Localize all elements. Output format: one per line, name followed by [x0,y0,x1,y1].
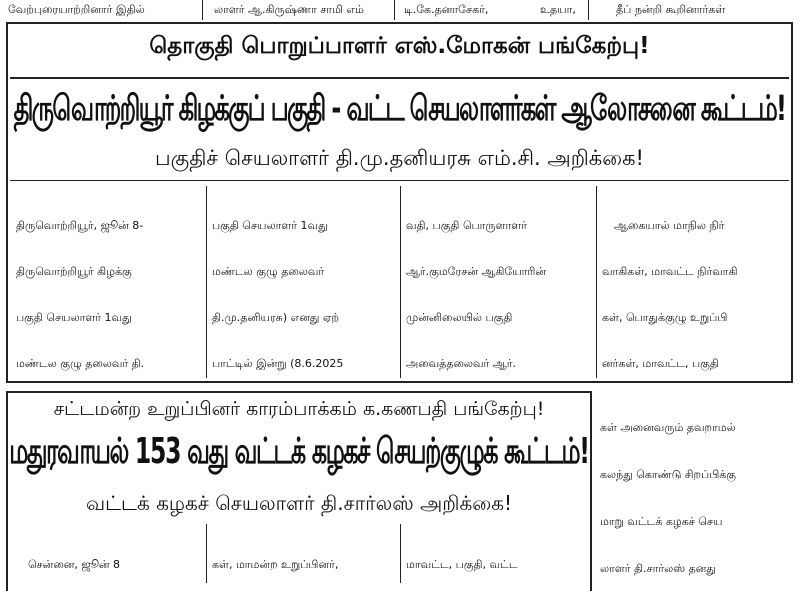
paragraph-line: வாகிகள், மாவட்ட நிர்வாகி [602,265,738,279]
paragraph-line: திருவொற்றியூர் கிழக்கு [16,265,132,279]
column-divider [202,0,203,20]
paragraph-line: லாளர் தி.சார்லஸ் தனது [600,561,716,575]
article2-column-2 [212,526,394,583]
article2-headline: மதுரவாயல் 153 வது வட்டக் கழகச் செயற்குழுக் கூட்டம்! [9,430,589,472]
strip-text-2: லாளர் ஆ.கிருஷ்ணா சாமி எம் [214,3,364,16]
paragraph-line: தி.மு.தனியரசு) எனது ஏற் [212,311,339,325]
paragraph-line: ஆர்.குமரேசன் ஆகியோரின் [406,265,546,279]
article2-column-1 [16,526,204,583]
article1-column-3 [406,187,590,377]
paragraph-line: சென்னை, ஜூன் 8 [28,557,121,571]
paragraph-line: பாட்டில் இன்று (8.6.2025 [212,357,344,371]
article2-column-3 [406,526,588,583]
paragraph-line: பகுதி செயலாளர் 1வது [16,311,132,325]
paragraph-line: மாறு வட்டக் கழகச் செய [600,514,723,528]
paragraph-line: முன்னிலையில் பகுதி [406,311,513,325]
article1-headline: திருவொற்றியூர் கிழக்குப் பகுதி - வட்ட செயலாளர்கள் ஆலோசனை கூட்டம்! [13,88,786,129]
paragraph-line: அவைத்தலைவர் ஆர். [406,357,516,371]
column-divider [394,0,395,20]
column-divider [206,186,207,378]
paragraph-line: னர்கள், மாவட்ட, பகுதி [602,357,719,371]
article2-kicker: சட்டமன்ற உறுப்பினர் காரம்பாக்கம் க.கணபதி பங்கேற்பு! [53,398,545,420]
article1-kicker: தொகுதி பொறுப்பாளர் எஸ்.மோகன் பங்கேற்பு! [149,33,650,59]
article2-side-column [600,389,794,583]
paragraph-line: கலந்து கொண்டு சிறப்பிக்கு [600,467,736,481]
article1-column-4 [602,187,788,377]
paragraph-line: பகுதி செயலாளர் 1வது [212,218,328,232]
paragraph-line: ஆகையால் மாநில நிர் [614,218,725,232]
column-divider [206,524,207,583]
paragraph-line: கள் அனைவரும் தவறாமல் [600,421,736,435]
paragraph-line: மண்டல குழு தலைவர் தி. [16,357,145,371]
article2-subhead: வட்டக் கழகச் செயலாளர் தி.சார்லஸ் அறிக்கை! [85,491,513,515]
article1-column-1 [16,187,204,377]
article1-column-2 [212,187,394,377]
strip-text-4: உதயா, [540,3,576,16]
column-divider [400,524,401,583]
headline-rule [10,180,789,181]
paragraph-line: மண்டல குழு தலைவர் [212,265,325,279]
previous-article-strip [0,0,800,22]
article1-subhead: பகுதிச் செயலாளர் தி.மு.தனியரசு எம்.சி. அறிக்கை! [155,146,644,170]
paragraph-line: கள், பொதுக்குழு உறுப்பி [602,311,728,325]
column-divider [400,186,401,378]
paragraph-line: திருவொற்றியூர், ஜூன் 8- [16,218,144,232]
kicker-underline [10,77,789,79]
paragraph-line: வதி, பகுதி பொருளாளர் [406,218,527,232]
paragraph-line: கள், மாமன்ற உறுப்பினர், [212,557,339,571]
paragraph-line: மாவட்ட, பகுதி, வட்ட [406,557,518,571]
strip-text-5: தீப் நன்றி கூறினார்கள் [616,3,726,16]
strip-text-3: டி.கே.தனாசேகர், [404,3,489,16]
column-divider [588,0,589,20]
strip-text-1: வேற்புரையாற்றினார் இதில் [8,3,145,16]
column-divider [596,186,597,378]
